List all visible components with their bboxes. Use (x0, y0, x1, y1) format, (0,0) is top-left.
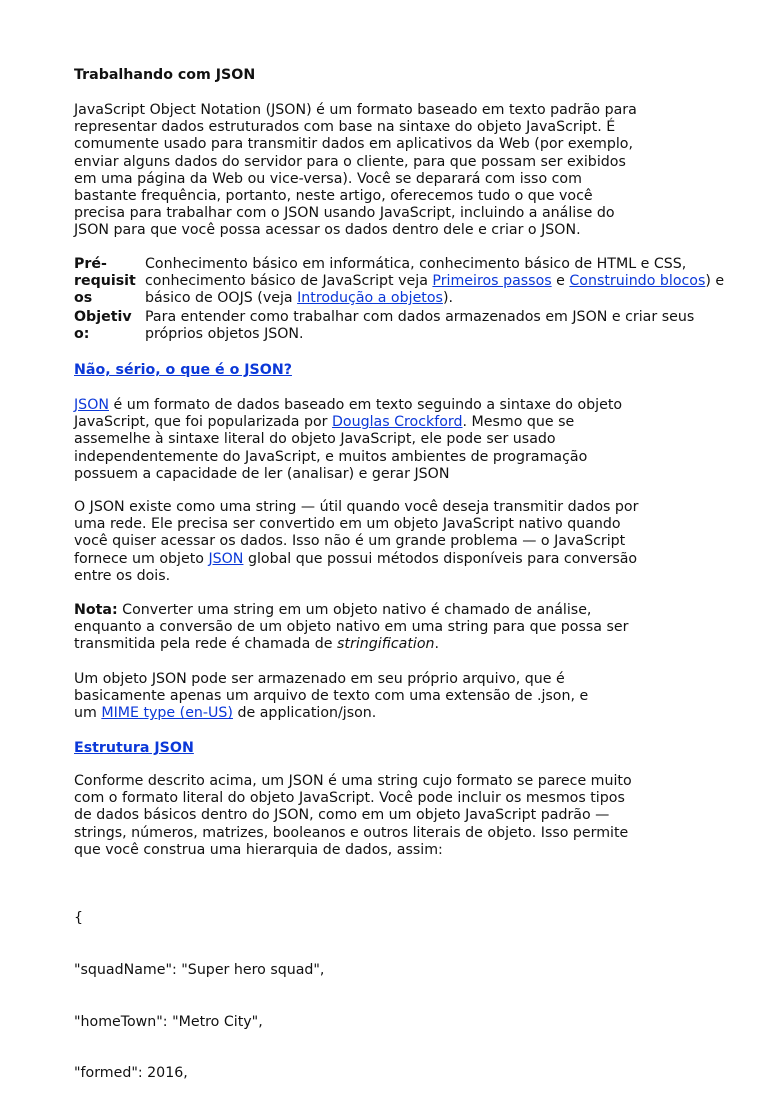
intro-line: comumente usado para transmitir dados em aplicativos da Web (por exemplo, (74, 136, 633, 153)
paragraph-line (74, 397, 768, 414)
objective-label-line: Objetiv (74, 309, 132, 325)
paragraph-line: Conforme descrito acima, um JSON é uma string cujo formato se parece muito (74, 773, 632, 789)
paragraph-line (74, 551, 768, 568)
prerequisites-text: básico de OOJS (veja (145, 290, 298, 307)
paragraph-line (74, 414, 768, 431)
prerequisites-text: ) e (705, 273, 725, 290)
paragraph-line (74, 602, 768, 619)
paragraph-line: enquanto a conversão de um objeto nativo em uma string para que possa ser (74, 619, 629, 636)
link-json[interactable]: JSON (74, 397, 109, 413)
paragraph-text: JavaScript, que foi popularizada por (74, 414, 332, 431)
intro-line: JavaScript Object Notation (JSON) é um formato baseado em texto padrão para (74, 102, 637, 118)
paragraph-line: que você construa uma hierarquia de dados, assim: (74, 841, 443, 858)
paragraph-text: Converter uma string em um objeto nativo é chamado de análise, (117, 602, 592, 618)
intro-line: enviar alguns dados do servidor para o cliente, para que possam ser exibidos (74, 153, 626, 170)
prerequisites-text: conhecimento básico de JavaScript veja (145, 273, 433, 290)
paragraph-line: assemelhe à sintaxe literal do objeto JavaScript, ele pode ser usado (74, 431, 556, 448)
paragraph-line (74, 636, 768, 653)
prerequisites-line (145, 290, 724, 307)
paragraph-line: basicamente apenas um arquivo de texto com uma extensão de .json, e (74, 688, 589, 705)
paragraph-text: transmitida pela rede é chamada de (74, 636, 338, 653)
paragraph-text: um (74, 705, 102, 722)
prerequisites-text: e (551, 273, 570, 290)
link-introducao-objetos[interactable]: Introdução a objetos (297, 290, 443, 307)
paragraph-line (74, 705, 768, 722)
paragraph-text: . (434, 636, 440, 653)
intro-line: bastante frequência, portanto, neste artigo, oferecemos tudo o que você (74, 187, 593, 204)
note-label: Nota: (74, 602, 118, 618)
paragraph-text: é um formato de dados baseado em texto seguindo a sintaxe do objeto (108, 397, 623, 413)
note-paragraph (74, 602, 768, 654)
link-mime-type[interactable]: MIME type (en-US) (101, 705, 233, 722)
section-heading (74, 362, 768, 379)
paragraph-line: possuem a capacidade de ler (analisar) e gerar JSON (74, 465, 450, 482)
intro-line: representar dados estruturados com base na sintaxe do objeto JavaScript. É (74, 119, 616, 136)
link-primeiros-passos[interactable]: Primeiros passos (432, 273, 552, 290)
paragraph-text: de application/json. (232, 705, 377, 722)
paragraph-text: fornece um objeto (74, 550, 209, 567)
intro-line: precisa para trabalhar com o JSON usando JavaScript, incluindo a análise do (74, 205, 615, 222)
paragraph-line: entre os dois. (74, 567, 171, 584)
prerequisites-label-line: Pré- (74, 256, 107, 272)
paragraph-line: você quiser acessar os dados. Isso não é um grande problema — o JavaScript (74, 533, 626, 550)
heading-link-estrutura-json[interactable]: Estrutura JSON (74, 740, 194, 756)
prerequisites-label (74, 256, 142, 308)
code-line: { (74, 910, 84, 927)
intro-line: em uma página da Web ou vice-versa). Você se deparará com isso com (74, 170, 582, 187)
objective-line: Para entender como trabalhar com dados armazenados em JSON e criar seus (145, 309, 695, 325)
prerequisites-label-line: os (74, 290, 93, 307)
paragraph-text: . Mesmo que se (462, 414, 575, 431)
prerequisites-value (145, 256, 724, 308)
json-definition-paragraph (74, 397, 768, 483)
link-douglas-crockford[interactable]: Douglas Crockford (331, 414, 463, 431)
objective-line: próprios objetos JSON. (145, 326, 304, 343)
intro-line: JSON para que você possa acessar os dados dentro dele e criar o JSON. (74, 222, 581, 239)
code-line: "homeTown": "Metro City", (74, 1013, 263, 1030)
paragraph-line: uma rede. Ele precisa ser convertido em um objeto JavaScript nativo quando (74, 516, 621, 533)
json-file-paragraph (74, 671, 768, 723)
structure-paragraph (74, 773, 768, 859)
section-heading (74, 740, 768, 757)
heading-link-nao-serio[interactable]: Não, sério, o que é o JSON? (74, 362, 292, 378)
paragraph-line: de dados básicos dentro do JSON, como em um objeto JavaScript padrão — (74, 807, 610, 824)
prerequisites-label-line: requisit (74, 273, 136, 290)
json-code-sample (74, 876, 324, 1117)
paragraph-line: independentemente do JavaScript, e muitos ambientes de programação (74, 448, 588, 465)
code-line: "formed": 2016, (74, 1065, 188, 1082)
paragraph-line: strings, números, matrizes, booleanos e outros literais de objeto. Isso permite (74, 824, 629, 841)
objective-label (74, 309, 142, 343)
paragraph-line: O JSON existe como uma string — útil quando você deseja transmitir dados por (74, 499, 639, 515)
document-title: Trabalhando com JSON (74, 67, 256, 83)
prerequisites-line: Conhecimento básico em informática, conhecimento básico de HTML e CSS, (145, 256, 687, 272)
stringification-term: stringification (337, 636, 435, 653)
document-page (74, 0, 768, 1082)
paragraph-text: global que possui métodos disponíveis para conversão (243, 550, 638, 567)
intro-paragraph (74, 102, 768, 240)
paragraph-line: Um objeto JSON pode ser armazenado em seu próprio arquivo, que é (74, 671, 565, 687)
objective-value (145, 309, 694, 343)
prerequisites-text: ). (442, 290, 453, 307)
code-line: "squadName": "Super hero squad", (74, 962, 325, 978)
link-json-global[interactable]: JSON (208, 550, 244, 567)
link-construindo-blocos[interactable]: Construindo blocos (569, 273, 706, 290)
paragraph-line: com o formato literal do objeto JavaScript. Você pode incluir os mesmos tipos (74, 790, 625, 807)
objective-label-line: o: (74, 326, 90, 343)
prerequisites-line (145, 273, 724, 290)
json-string-paragraph (74, 499, 768, 585)
